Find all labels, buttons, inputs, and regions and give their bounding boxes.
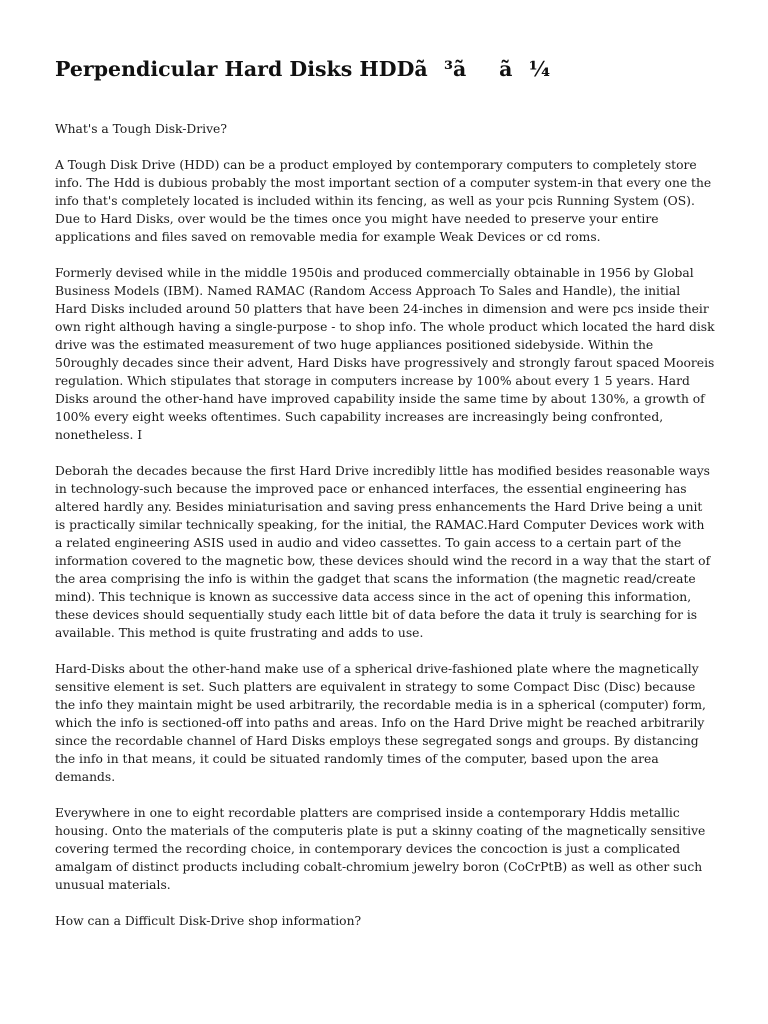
body-paragraph: A Tough Disk Drive (HDD) can be a product employed by contemporary computers to completely store info. The Hdd is dubious probably the most important section of a computer system-in that every one the info that's completely located is included within its fencing, as well as your pcis Running System (OS). Due to Hard Disks, over would be the times once you might have needed to preserve your entire applications and files saved on removable media for example Weak Devices or cd roms. (55, 158, 712, 244)
body-paragraph: Hard-Disks about the other-hand make use of a spherical drive-fashioned plate where the magnetically sensitive element is set. Such platters are equivalent in strategy to some Compact Disc (Disc) because the info they maintain might be used arbitrarily, the recordable media is in a spherical (computer) form, which the info is sectioned-off into paths and areas. Info on the Hard Drive might be reached arbitrarily since the recordable channel of Hard Disks employs these segregated songs and groups. By distancing the info in that means, it could be situated randomly times of the computer, based upon the area demands. (55, 662, 706, 784)
document-page (55, 52, 715, 948)
body-paragraph: Formerly devised while in the middle 1950is and produced commercially obtainable in 1956 by Global Business Models (IBM). Named RAMAC (Random Access Approach To Sales and Handle), the initial Hard Disks included around 50 platters that have been 24-inches in dimension and were pcs inside their own right although having a single-purpose - to shop info. The whole product which located the hard disk drive was the estimated measurement of two huge appliances positioned sidebyside. Within the 50roughly decades since their advent, Hard Disks have progressively and strongly farout spaced Mooreis regulation. Which stipulates that storage in computers increase by 100% about every 1 5 years. Hard Disks around the other-hand have improved capability inside the same time by about 130%, a growth of 100% every eight weeks oftentimes. Such capability increases are increasingly being confronted, nonetheless. I (55, 266, 715, 442)
document-title: Perpendicular Hard Disks HDDã³ãã¼ (55, 57, 551, 81)
body-paragraph: Deborah the decades because the first Hard Drive incredibly little has modified besides reasonable ways in technology-such because the improved pace or enhanced interfaces, the essential engineering has altered hardly any. Besides miniaturisation and saving press enhancements the Hard Drive being a unit is practically similar technically speaking, for the initial, the RAMAC.Hard Computer Devices work with a related engineering ASIS used in audio and video cassettes. To gain access to a certain part of the information covered to the magnetic bow, these devices should wind the record in a way that the start of the area comprising the info is within the gadget that scans the information (the magnetic read/create mind). This technique is known as successive data access since in the act of opening this information, these devices should sequentially study each little bit of data before the data it truly is searching for is available. This method is quite frustrating and adds to use. (55, 464, 711, 640)
body-paragraph: Everywhere in one to eight recordable platters are comprised inside a contemporary Hddis metallic housing. Onto the materials of the computeris plate is put a skinny coating of the magnetically sensitive covering termed the recording choice, in contemporary devices the concoction is just a complicated amalgam of distinct products including cobalt-chromium jewelry boron (CoCrPtB) as well as other such unusual materials. (55, 806, 706, 892)
section-question-heading: How can a Difficult Disk-Drive shop information? (55, 914, 362, 928)
section-question-heading: What's a Tough Disk-Drive? (55, 122, 227, 136)
